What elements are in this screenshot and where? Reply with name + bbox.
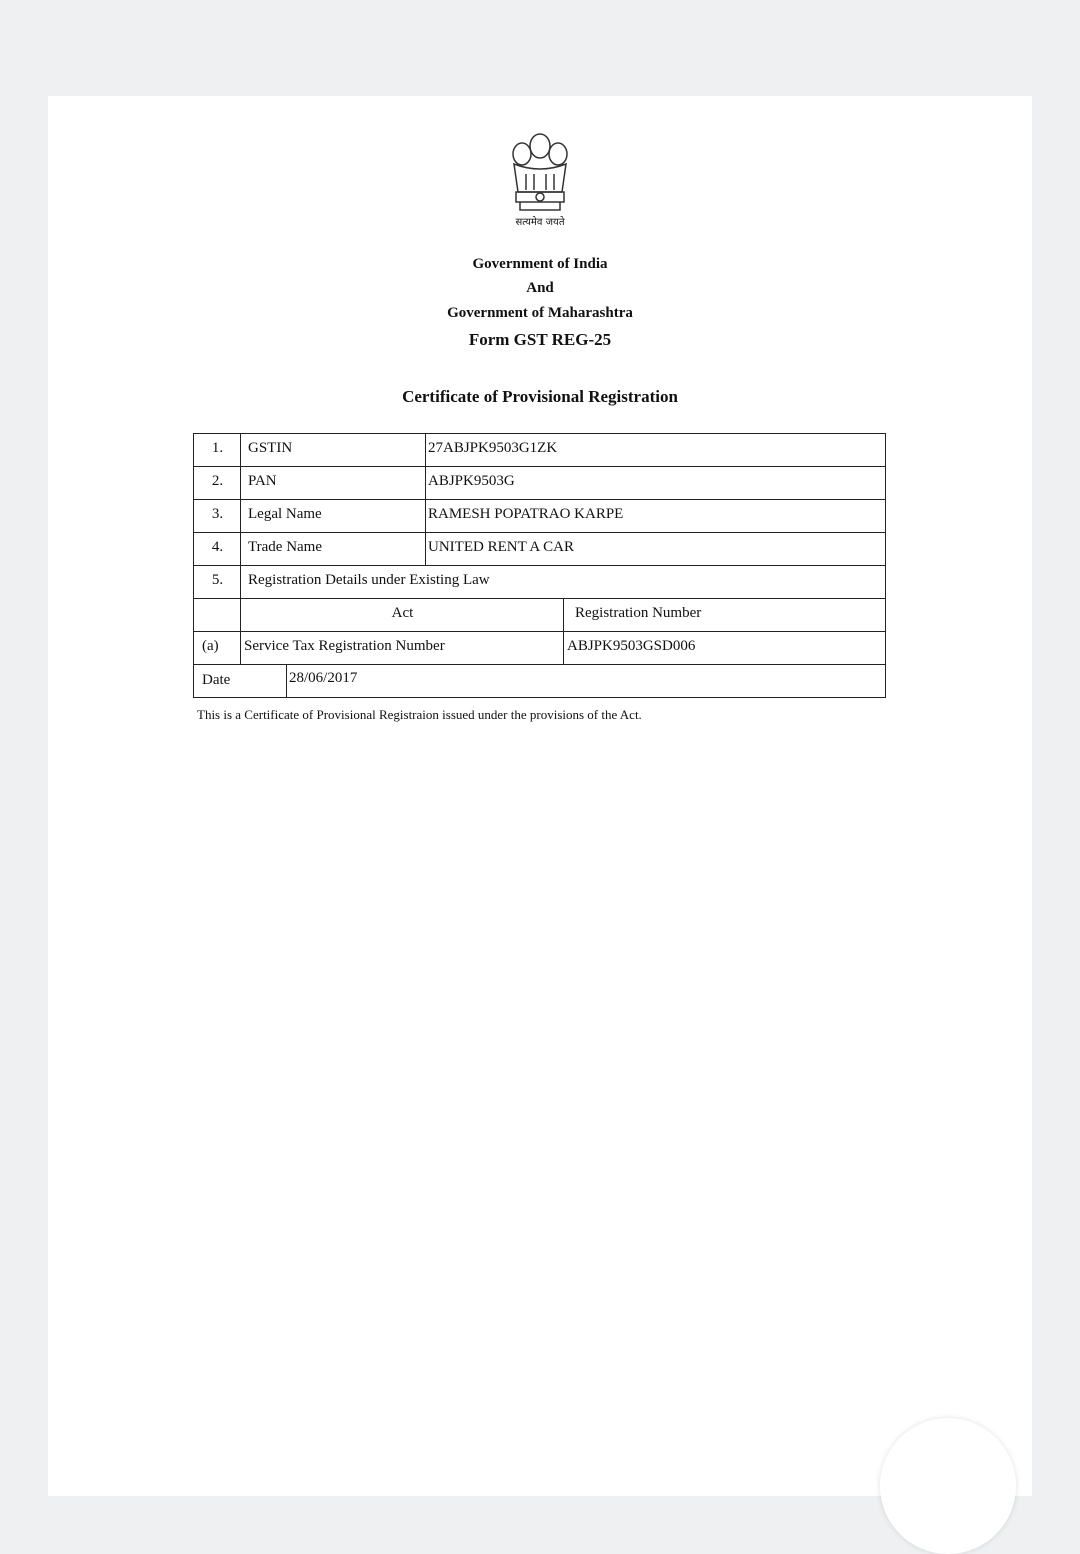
table-row (193, 532, 886, 565)
date-value: 28/06/2017 (286, 665, 357, 697)
row-number: 4. (211, 539, 224, 555)
heading-line-2: And (526, 280, 554, 296)
row-number: (a) (202, 638, 219, 654)
row-number: 2. (211, 473, 224, 489)
row-label: Legal Name (240, 500, 426, 532)
row-number: 3. (211, 506, 224, 522)
row-label: Trade Name (240, 533, 426, 565)
date-row (193, 664, 886, 698)
row-label: Registration Details under Existing Law (240, 566, 490, 598)
registration-number: ABJPK9503GSD006 (563, 632, 695, 664)
row-value: ABJPK9503G (425, 467, 515, 499)
table-row (193, 499, 886, 532)
row-value: RAMESH POPATRAO KARPE (425, 500, 623, 532)
row-label: PAN (240, 467, 426, 499)
form-number: Form GST REG-25 (468, 330, 612, 349)
table-row (193, 631, 886, 664)
table-header-row (193, 598, 886, 631)
certificate-note: This is a Certificate of Provisional Registraion issued under the provisions of the Act. (197, 707, 642, 722)
row-label: GSTIN (240, 434, 426, 466)
table-row (193, 565, 886, 598)
table-row (193, 433, 886, 466)
emblem-motto: सत्यमेव जयते (515, 217, 565, 228)
floating-action-button[interactable] (880, 1418, 1016, 1554)
column-header-act: Act (240, 599, 564, 631)
row-number: 1. (211, 440, 224, 456)
table-row (193, 466, 886, 499)
row-value: 27ABJPK9503G1ZK (425, 434, 557, 466)
heading-line-3: Government of Maharashtra (447, 305, 633, 321)
act-name: Service Tax Registration Number (240, 632, 564, 664)
column-header-registration-number: Registration Number (563, 599, 701, 631)
heading-line-1: Government of India (472, 256, 608, 272)
row-value: UNITED RENT A CAR (425, 533, 574, 565)
row-number: 5. (211, 572, 224, 588)
certificate-title: Certificate of Provisional Registration (402, 387, 678, 406)
date-label: Date (202, 672, 231, 688)
